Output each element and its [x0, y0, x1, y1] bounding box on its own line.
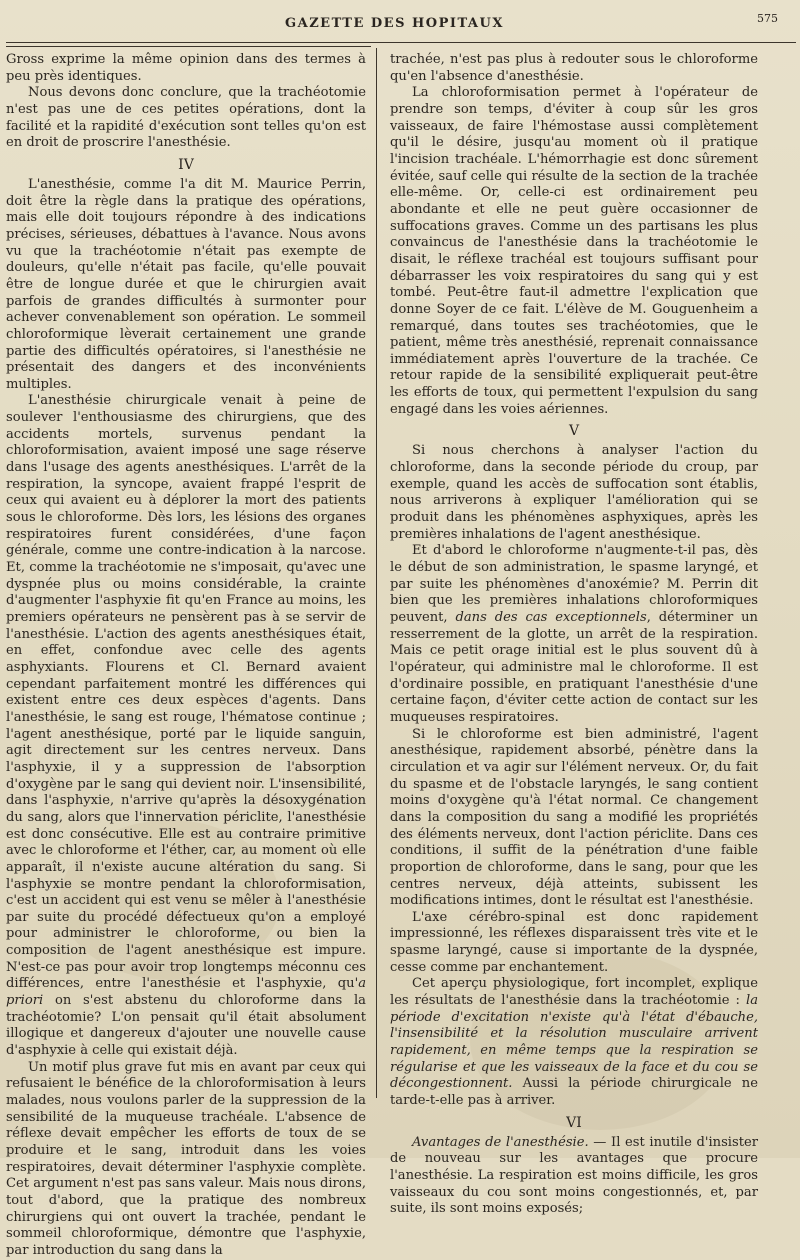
paragraph — [390, 976, 758, 1109]
column-divider — [376, 48, 377, 1098]
paragraph: Un motif plus grave fut mis en avant par ceux qui refusaient le bénéfice de la chloroformisation à leurs malades, nous voulons parler de la suppression de la sensibilité de la muqueuse trachéale. L'absence de réflexe devait empêcher les efforts de toux de se produire et le sang, introduit dans les voies respiratoires, devait déterminer l'asphyxie complète. Cet argument n'est pas sans valeur. Mais nous dirons, tout d'abord, que la pratique des nombreux chirurgiens qui ont ouvert la trachée, pendant le sommeil chloroformique, démontre que l'asphyxie, par introduction du sang dans la — [6, 1059, 366, 1258]
paragraph-text: Aussi la période chirurgicale ne tarde-t-elle pas à arriver. — [390, 1076, 758, 1109]
italic-phrase: Avantages de l'anesthésie. — [412, 1134, 589, 1150]
italic-phrase: a priori — [6, 976, 366, 1009]
paragraph-text: Et d'abord le chloroforme n'augmente-t-il pas, dès le début de son administration, le spasme laryngé, et par suite les phénomènes d'anoxémie? M. Perrin dit bien que les premières inhalations chloroformiques peuvent, — [390, 543, 758, 625]
section-heading-v: V — [568, 423, 580, 440]
paragraph-text: — Il est inutile d'insister de nouveau sur les avantages que procure l'anesthésie. La respiration est moins difficile, les gros vaisseaux du cou sont moins congestionnés, et, par suite, ils sont moins exposés; — [390, 1134, 758, 1217]
page-header — [0, 12, 800, 38]
header-rule-secondary — [6, 46, 371, 47]
right-column — [390, 52, 758, 1217]
header-rule — [6, 42, 796, 43]
paragraph: L'axe cérébro-spinal est donc rapidement impressionné, les réflexes disparaissent très vite et le spasme laryngé, cause si importante de la dyspnée, cesse comme par enchantement. — [390, 909, 758, 975]
italic-phrase: la période d'excitation n'existe qu'à l'état d'ébauche, l'insensibilité et la résolution musculaire arrivent rapidement, en même temps que la respiration se régularise et que les vaisseaux de la face et du cou se décongestionnent. — [390, 993, 758, 1092]
italic-phrase: dans des cas exceptionnels — [455, 610, 647, 625]
paragraph: L'anesthésie, comme l'a dit M. Maurice Perrin, doit être la règle dans la pratique des opérations, mais elle doit toujours répondre à des indications précises, sérieuses, débattues à l'avance. Nous avons vu que la trachéotomie n'était pas exempte de douleurs, qu'elle n'était pas facile, qu'elle pouvait être de longue durée et que le chirurgien avait parfois de grandes difficultés à surmonter pour achever convenablement son opération. Le sommeil chloroformique lèverait certainement une grande partie des difficultés opératoires, si l'anesthésie ne présentait des dangers et des inconvénients multiples. — [6, 176, 366, 392]
left-column — [6, 52, 366, 1258]
page-number: 575 — [757, 12, 778, 25]
paragraph-text: , déterminer un resserrement de la glotte, un arrêt de la respiration. Mais ce petit orage initial est le plus souvent dû à l'opérateur, qui administre mal le chloroforme. Il est d'ordinaire possible, en pratiquant l'anesthésie d'une certaine façon, d'éviter cette action de contact sur les muqueuses respiratoires. — [390, 610, 758, 725]
paragraph: Si le chloroforme est bien administré, l'agent anesthésique, rapidement absorbé, pénètre dans la circulation et va agir sur l'élément nerveux. Or, du fait du spasme et de l'obstacle laryngés, le sang contient moins d'oxygène qu'à l'état normal. Ce changement dans la composition du sang a modifié les propriétés des éléments nerveux, dont l'action périclite. Dans ces conditions, il suffit de la pénétration d'une faible proportion de chloroforme, dans le sang, pour que les centres nerveux, déjà atteints, subissent les modifications intimes, dont le résultat est l'anesthésie. — [390, 726, 758, 909]
paragraph — [6, 393, 366, 1059]
section-heading-iv: IV — [178, 156, 194, 173]
paragraph: La chloroformisation permet à l'opérateur de prendre son temps, d'éviter à coup sûr les gros vaisseaux, de faire l'hémostase aussi complètement qu'il le désire, jusqu'au moment où il pratique l'incision trachéale. L'hémorrhagie est donc sûrement évitée, sauf celle qui résulte de la section de la trachée elle-même. Or, celle-ci est ordinairement peu abondante et elle ne peut guère occasionner de suffocations graves. Comme un des partisans les plus convaincus de l'anesthésie dans la trachéotomie le disait, le réflexe trachéal est toujours suffisant pour débarrasser les voix respiratoires du sang qui y est tombé. Peut-être faut-il admettre l'explication que donne Soyer de ce fait. L'élève de M. Gouguenheim a remarqué, dans toutes ses trachéotomies, que le patient, même très anesthésié, reprenait connaissance immédiatement après l'ouverture de la trachée. Ce retour rapide de la sensibilité expliquerait peut-être les efforts de toux, qui permettent l'expulsion du sang engagé dans les voies aériennes. — [390, 85, 758, 417]
paragraph — [390, 543, 758, 726]
paragraph: Nous devons donc conclure, que la trachéotomie n'est pas une de ces petites opérations, dont la facilité et la rapidité d'exécution sont telles qu'on est en droit de proscrire l'anesthésie. — [6, 85, 366, 151]
running-title: GAZETTE DES HOPITAUX — [285, 16, 504, 31]
paragraph: Gross exprime la même opinion dans des termes à peu près identiques. — [6, 52, 366, 84]
paragraph: trachée, n'est pas plus à redouter sous le chloroforme qu'en l'absence d'anesthésie. — [390, 52, 758, 84]
paragraph-text: on s'est abstenu du chloroforme dans la trachéotomie? L'on pensait qu'il était absolument illogique et dangereux d'ajouter une nouvelle cause d'asphyxie à celle qui existait déjà. — [6, 993, 366, 1059]
paragraph-text: Cet aperçu physiologique, fort incomplet, explique les résultats de l'anesthésie dans la trachéotomie : — [390, 976, 758, 1009]
section-heading-vi: VI — [566, 1114, 582, 1131]
paragraph-text: L'anesthésie chirurgicale venait à peine de soulever l'enthousiasme des chirurgiens, que des accidents mortels, survenus pendant la chloroformisation, avaient imposé une sage réserve dans l'usage des agents anesthésiques. L'arrêt de la respiration, la syncope, avaient frappé l'esprit de ceux qui avaient eu à déplorer la mort des patients sous le chloroforme. Dès lors, les lésions des organes respiratoires furent considérées, d'une façon générale, comme une contre-indication à la narcose. Et, comme la trachéotomie ne s'imposait, qu'avec une dyspnée plus ou moins considérable, la crainte d'augmenter l'asphyxie fit qu'en France au moins, les premiers opérateurs ne pensèrent pas à se servir de l'anesthésie. L'action des agents anesthésiques était, en effet, confondue avec celle des agents asphyxiants. Flourens et Cl. Bernard avaient cependant parfaitement montré les différences qui existent entre ces deux espèces d'agents. Dans l'anesthésie, le sang est rouge, l'hématose continue ; l'agent anesthésique, porté par le liquide sanguin, agit directement sur les centres nerveux. Dans l'asphyxie, il y a suppression de l'absorption d'oxygène par le sang qui devient noir. L'insensibilité, dans l'asphyxie, n'arrive qu'après la désoxygénation du sang, alors que l'innervation périclite, l'anesthésie est donc consécutive. Elle est au contraire primitive avec le chloroforme et l'éther, car, au moment où elle apparaît, il n'existe aucune altération du sang. Si l'asphyxie se montre pendant la chloroformisation, c'est un accident qui est venu se mêler à l'anesthésie par suite du procédé défectueux qu'on a employé pour administrer le chloroforme, ou bien la composition de l'agent anesthésique est impure. N'est-ce pas pour avoir trop longtemps méconnu ces différences, entre l'anesthésie et l'asphyxie, qu' — [6, 393, 366, 992]
paragraph: Si nous cherchons à analyser l'action du chloroforme, dans la seconde période du croup, par exemple, quand les accès de suffocation sont établis, nous arriverons à expliquer l'amélioration qui se produit dans les phénomènes asphyxiques, après les premières inhalations de l'agent anesthésique. — [390, 443, 758, 542]
paragraph — [390, 1135, 758, 1218]
